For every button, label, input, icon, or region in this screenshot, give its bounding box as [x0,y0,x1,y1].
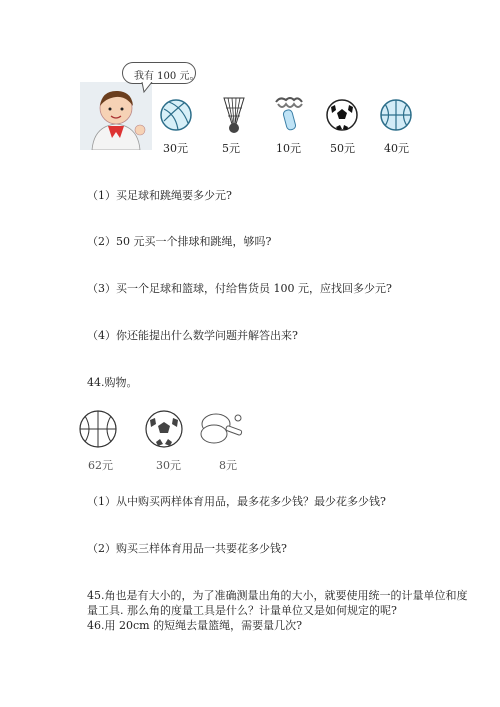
question-44-2: （2）购买三样体育用品一共要花多少钱? [87,542,287,555]
soccer-ball-icon [326,95,358,139]
question-1-1: （1）买足球和跳绳要多少元? [87,189,232,202]
price-shuttlecock: 5元 [222,142,240,155]
question-1-3: （3）买一个足球和篮球，付给售货员 100 元，应找回多少元? [87,282,392,295]
price-jump-rope: 10元 [276,142,301,155]
price-basketball: 40元 [384,142,409,155]
question-46: 46.用 20cm 的短绳去量篮绳，需要量几次? [87,619,302,632]
soccer-ball-icon [144,408,184,454]
price-soccer-ball-2: 30元 [156,459,181,472]
question-45-line1: 45.角也是有大小的，为了准确测量出角的大小，就要使用统一的计量单位和度 [87,589,468,602]
price-ping-pong-paddle: 8元 [219,459,237,472]
price-volleyball: 30元 [163,142,188,155]
jump-rope-icon [272,94,306,140]
speech-bubble-tail [140,82,154,94]
question-44-1: （1）从中购买两样体育用品，最多花多少钱？最少花多少钱? [87,495,386,508]
question-45-line2: 量工具. 那么角的度量工具是什么？计量单位又是如何规定的呢? [87,604,397,617]
question-44-title: 44.购物。 [87,376,138,389]
price-basketball-2: 62元 [88,459,113,472]
question-1-4: （4）你还能提出什么数学问题并解答出来? [87,329,298,342]
shuttlecock-icon [220,94,248,140]
volleyball-icon [160,95,192,139]
basketball-icon [78,408,118,454]
speech-bubble-text: 我有 100 元。 [134,71,200,82]
question-1-2: （2）50 元买一个排球和跳绳，够吗? [87,235,272,248]
ping-pong-paddle-icon [198,408,248,454]
price-soccer-ball: 50元 [330,142,355,155]
basketball-icon [380,95,412,139]
